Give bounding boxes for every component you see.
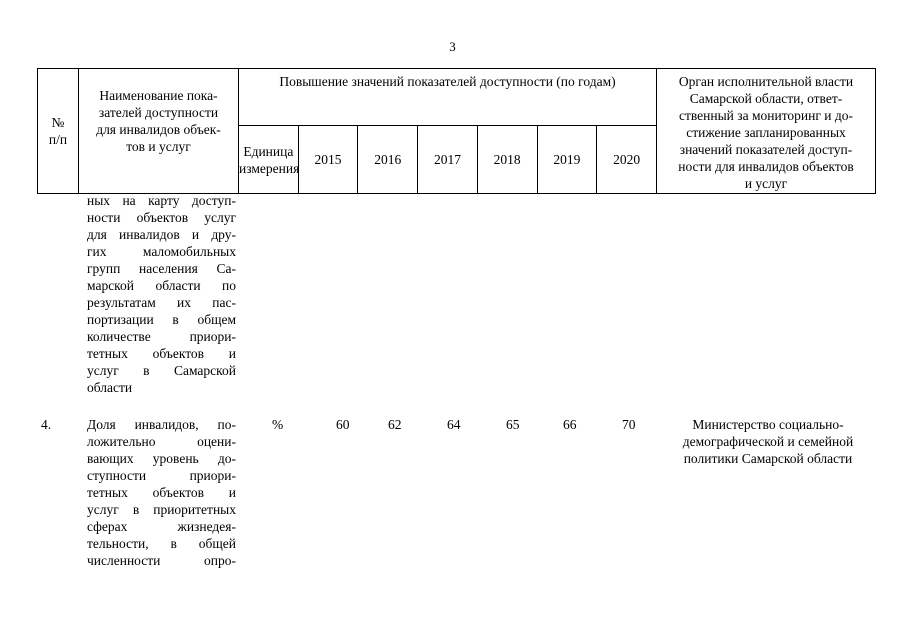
name-line: для инвалидов и дру- xyxy=(87,227,236,242)
header-organ-line: значений показателей доступ- xyxy=(679,142,853,157)
header-responsible-organ xyxy=(657,69,876,194)
indicator-name xyxy=(87,416,236,569)
name-line: групп населения Са- xyxy=(87,261,236,276)
name-line: тетных объектов и xyxy=(87,346,236,361)
header-year: 2019 xyxy=(537,126,597,194)
name-line: марской области по xyxy=(87,278,236,293)
header-number-line: п/п xyxy=(48,132,68,147)
header-number xyxy=(38,69,79,194)
header-indicator-name xyxy=(79,69,239,194)
name-line: тельности, в общей xyxy=(87,536,236,551)
name-line: численности опро- xyxy=(87,553,236,568)
row-number: 4. xyxy=(41,417,52,432)
header-increase-by-year: Повышение значений показателей доступности (по годам) xyxy=(239,69,657,126)
name-line: ступности приори- xyxy=(87,468,236,483)
header-organ-line: Самарской области, ответ- xyxy=(689,91,843,106)
organ-line: демографической и семейной xyxy=(682,434,854,449)
name-line: услуг в приоритетных xyxy=(87,502,236,517)
value-2019: 66 xyxy=(563,417,577,432)
header-organ-line: и услуг xyxy=(744,176,788,191)
header-name-line: Наименование пока- xyxy=(99,88,218,103)
value-2016: 62 xyxy=(388,417,402,432)
header-organ-line: ственный за мониторинг и до- xyxy=(678,108,854,123)
header-unit-line: Единица xyxy=(243,143,294,159)
continued-indicator-name xyxy=(87,192,236,396)
name-line: сферах жизнедея- xyxy=(87,519,236,534)
unit-of-measure: % xyxy=(272,417,284,432)
name-line: тетных объектов и xyxy=(87,485,236,500)
value-2015: 60 xyxy=(336,417,350,432)
header-name-line: тов и услуг xyxy=(126,139,191,154)
name-line: результатам их пас- xyxy=(87,295,236,310)
page-number: 3 xyxy=(449,39,456,54)
name-line: Доля инвалидов, по- xyxy=(87,417,236,432)
header-name-line: зателей доступности xyxy=(98,105,219,120)
header-year: 2015 xyxy=(298,126,358,194)
responsible-organ xyxy=(660,416,876,467)
name-line: ности объектов услуг xyxy=(87,210,236,225)
name-line: гих маломобильных xyxy=(87,244,236,259)
organ-line: Министерство социально- xyxy=(692,417,844,432)
name-line: количестве приори- xyxy=(87,329,236,344)
name-line: портизации в общем xyxy=(87,312,236,327)
indicators-table-header xyxy=(37,68,876,194)
name-line: ложительно оцени- xyxy=(87,434,236,449)
header-year: 2016 xyxy=(358,126,418,194)
header-number-line: № xyxy=(51,115,65,130)
name-line: услуг в Самарской xyxy=(87,363,236,378)
header-organ-line: стижение запланированных xyxy=(686,125,846,140)
header-unit xyxy=(239,126,299,194)
header-year: 2018 xyxy=(477,126,537,194)
header-unit-line: измерения xyxy=(239,160,300,176)
name-line: вающих уровень до- xyxy=(87,451,236,466)
header-year: 2017 xyxy=(418,126,478,194)
organ-line: политики Самарской области xyxy=(683,451,853,466)
value-2018: 65 xyxy=(506,417,520,432)
name-line: области xyxy=(87,380,133,395)
value-2017: 64 xyxy=(447,417,461,432)
value-2020: 70 xyxy=(622,417,636,432)
header-year: 2020 xyxy=(597,126,657,194)
name-line: ных на карту доступ- xyxy=(87,193,236,208)
header-organ-line: Орган исполнительной власти xyxy=(678,74,854,89)
header-name-line: для инвалидов объек- xyxy=(96,122,221,137)
header-organ-line: ности для инвалидов объектов xyxy=(678,159,854,174)
